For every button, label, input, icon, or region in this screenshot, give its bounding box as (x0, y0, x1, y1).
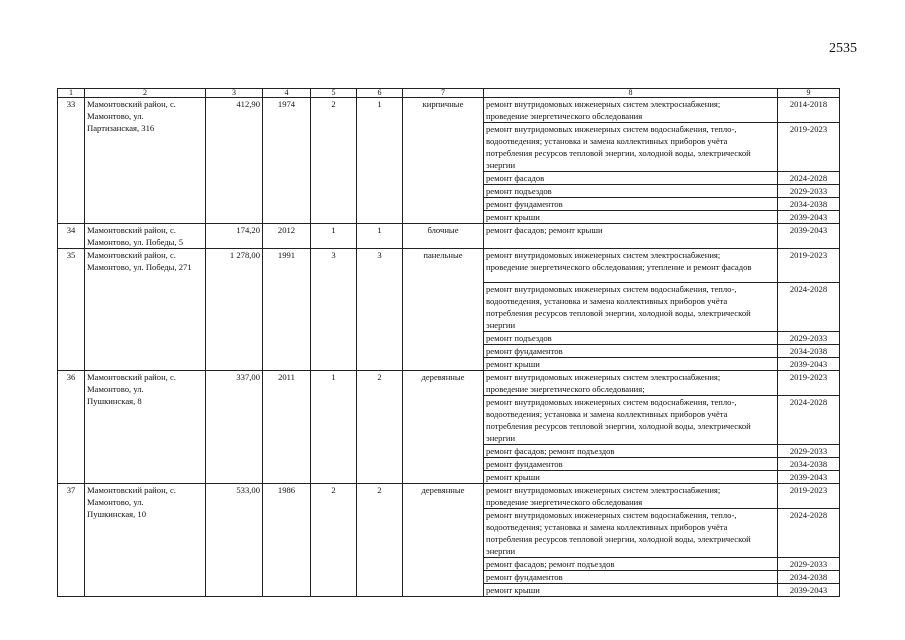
record-address: Мамонтовский район, с. Мамонтово, ул. Пушкинская, 10 (85, 484, 206, 597)
work-description: ремонт внутридомовых инженерных систем водоснабжения, тепло-, водоотведения; установка и замена коллективных приборов учёта потребления ресурсов тепловой энергии, холодной воды, электрической энергии (484, 509, 778, 558)
record-year: 1974 (263, 98, 311, 224)
column-number-9: 9 (778, 89, 840, 98)
work-description: ремонт крыши (484, 471, 778, 484)
work-period: 2024-2028 (778, 396, 840, 445)
work-period: 2039-2043 (778, 211, 840, 224)
repair-schedule-table (57, 88, 840, 597)
work-description: ремонт фасадов; ремонт крыши (484, 224, 778, 249)
work-description: ремонт крыши (484, 584, 778, 597)
record-address: Мамонтовский район, с. Мамонтово, ул. Партизанская, 316 (85, 98, 206, 224)
record-address: Мамонтовский район, с. Мамонтово, ул. Пушкинская, 8 (85, 371, 206, 484)
column-number-1: 1 (58, 89, 85, 98)
work-description: ремонт фасадов; ремонт подъездов (484, 445, 778, 458)
work-description: ремонт фундаментов (484, 571, 778, 584)
table-row (58, 484, 840, 509)
record-address: Мамонтовский район, с. Мамонтово, ул. Победы, 271 (85, 249, 206, 371)
record-area: 412,90 (206, 98, 263, 224)
work-description: ремонт крыши (484, 358, 778, 371)
record-wall-material: деревянные (403, 484, 484, 597)
work-description: ремонт внутридомовых инженерных систем водоснабжения, тепло-, водоотведения; установка и замена коллективных приборов учёта потребления ресурсов тепловой энергии, холодной воды, электрической энергии (484, 396, 778, 445)
record-wall-material: панельные (403, 249, 484, 371)
work-period: 2034-2038 (778, 458, 840, 471)
record-year: 2011 (263, 371, 311, 484)
work-period: 2029-2033 (778, 558, 840, 571)
record-year: 1991 (263, 249, 311, 371)
column-number-8: 8 (484, 89, 778, 98)
record-wall-material: кирпичные (403, 98, 484, 224)
work-period: 2039-2043 (778, 584, 840, 597)
work-period: 2039-2043 (778, 358, 840, 371)
work-period: 2034-2038 (778, 345, 840, 358)
record-area: 1 278,00 (206, 249, 263, 371)
work-period: 2019-2023 (778, 249, 840, 283)
work-period: 2029-2033 (778, 445, 840, 458)
work-description: ремонт внутридомовых инженерных систем электроснабжения; проведение энергетического обследования; (484, 371, 778, 396)
record-address: Мамонтовский район, с. Мамонтово, ул. Победы, 5 (85, 224, 206, 249)
record-entrances: 3 (357, 249, 403, 371)
column-number-6: 6 (357, 89, 403, 98)
column-number-5: 5 (311, 89, 357, 98)
work-period: 2024-2028 (778, 172, 840, 185)
record-floors: 2 (311, 484, 357, 597)
column-number-7: 7 (403, 89, 484, 98)
record-wall-material: блочные (403, 224, 484, 249)
work-period: 2039-2043 (778, 224, 840, 249)
work-period: 2034-2038 (778, 571, 840, 584)
record-floors: 1 (311, 224, 357, 249)
page-number: 2535 (829, 41, 857, 56)
record-area: 533,00 (206, 484, 263, 597)
work-period: 2029-2033 (778, 185, 840, 198)
column-number-2: 2 (85, 89, 206, 98)
work-description: ремонт фасадов; ремонт подъездов (484, 558, 778, 571)
record-floors: 2 (311, 98, 357, 224)
work-period: 2034-2038 (778, 198, 840, 211)
record-entrances: 2 (357, 371, 403, 484)
work-period: 2029-2033 (778, 332, 840, 345)
work-period: 2019-2023 (778, 123, 840, 172)
record-number: 35 (58, 249, 85, 371)
record-area: 337,00 (206, 371, 263, 484)
record-entrances: 1 (357, 224, 403, 249)
record-area: 174,20 (206, 224, 263, 249)
work-period: 2024-2028 (778, 283, 840, 332)
record-year: 1986 (263, 484, 311, 597)
column-number-row (58, 89, 840, 98)
work-period: 2014-2018 (778, 98, 840, 123)
record-number: 33 (58, 98, 85, 224)
table-row (58, 249, 840, 283)
work-description: ремонт подъездов (484, 332, 778, 345)
table-row (58, 98, 840, 123)
table-row (58, 224, 840, 249)
work-description: ремонт внутридомовых инженерных систем водоснабжения, тепло-, водоотведения; установка и замена коллективных приборов учёта потребления ресурсов тепловой энергии, холодной воды, электрической энергии (484, 123, 778, 172)
work-period: 2019-2023 (778, 484, 840, 509)
table-row (58, 371, 840, 396)
record-year: 2012 (263, 224, 311, 249)
work-description: ремонт внутридомовых инженерных систем электроснабжения; проведение энергетического обследования (484, 98, 778, 123)
record-number: 37 (58, 484, 85, 597)
record-entrances: 2 (357, 484, 403, 597)
work-description: ремонт крыши (484, 211, 778, 224)
record-number: 34 (58, 224, 85, 249)
record-wall-material: деревянные (403, 371, 484, 484)
work-period: 2019-2023 (778, 371, 840, 396)
work-description: ремонт внутридомовых инженерных систем электроснабжения; проведение энергетического обследования (484, 484, 778, 509)
record-floors: 1 (311, 371, 357, 484)
work-period: 2039-2043 (778, 471, 840, 484)
column-number-3: 3 (206, 89, 263, 98)
record-number: 36 (58, 371, 85, 484)
column-number-4: 4 (263, 89, 311, 98)
work-description: ремонт фундаментов (484, 458, 778, 471)
work-description: ремонт подъездов (484, 185, 778, 198)
work-description: ремонт фасадов (484, 172, 778, 185)
work-period: 2024-2028 (778, 509, 840, 558)
work-description: ремонт фундаментов (484, 198, 778, 211)
record-entrances: 1 (357, 98, 403, 224)
work-description: ремонт внутридомовых инженерных систем водоснабжения, тепло-, водоотведения, установка и замена коллективных приборов учёта потребления ресурсов тепловой энергии, холодной воды, электрической энергии (484, 283, 778, 332)
work-description: ремонт фундаментов (484, 345, 778, 358)
record-floors: 3 (311, 249, 357, 371)
work-description: ремонт внутридомовых инженерных систем электроснабжения; проведение энергетического обследования; утепление и ремонт фасадов (484, 249, 778, 283)
